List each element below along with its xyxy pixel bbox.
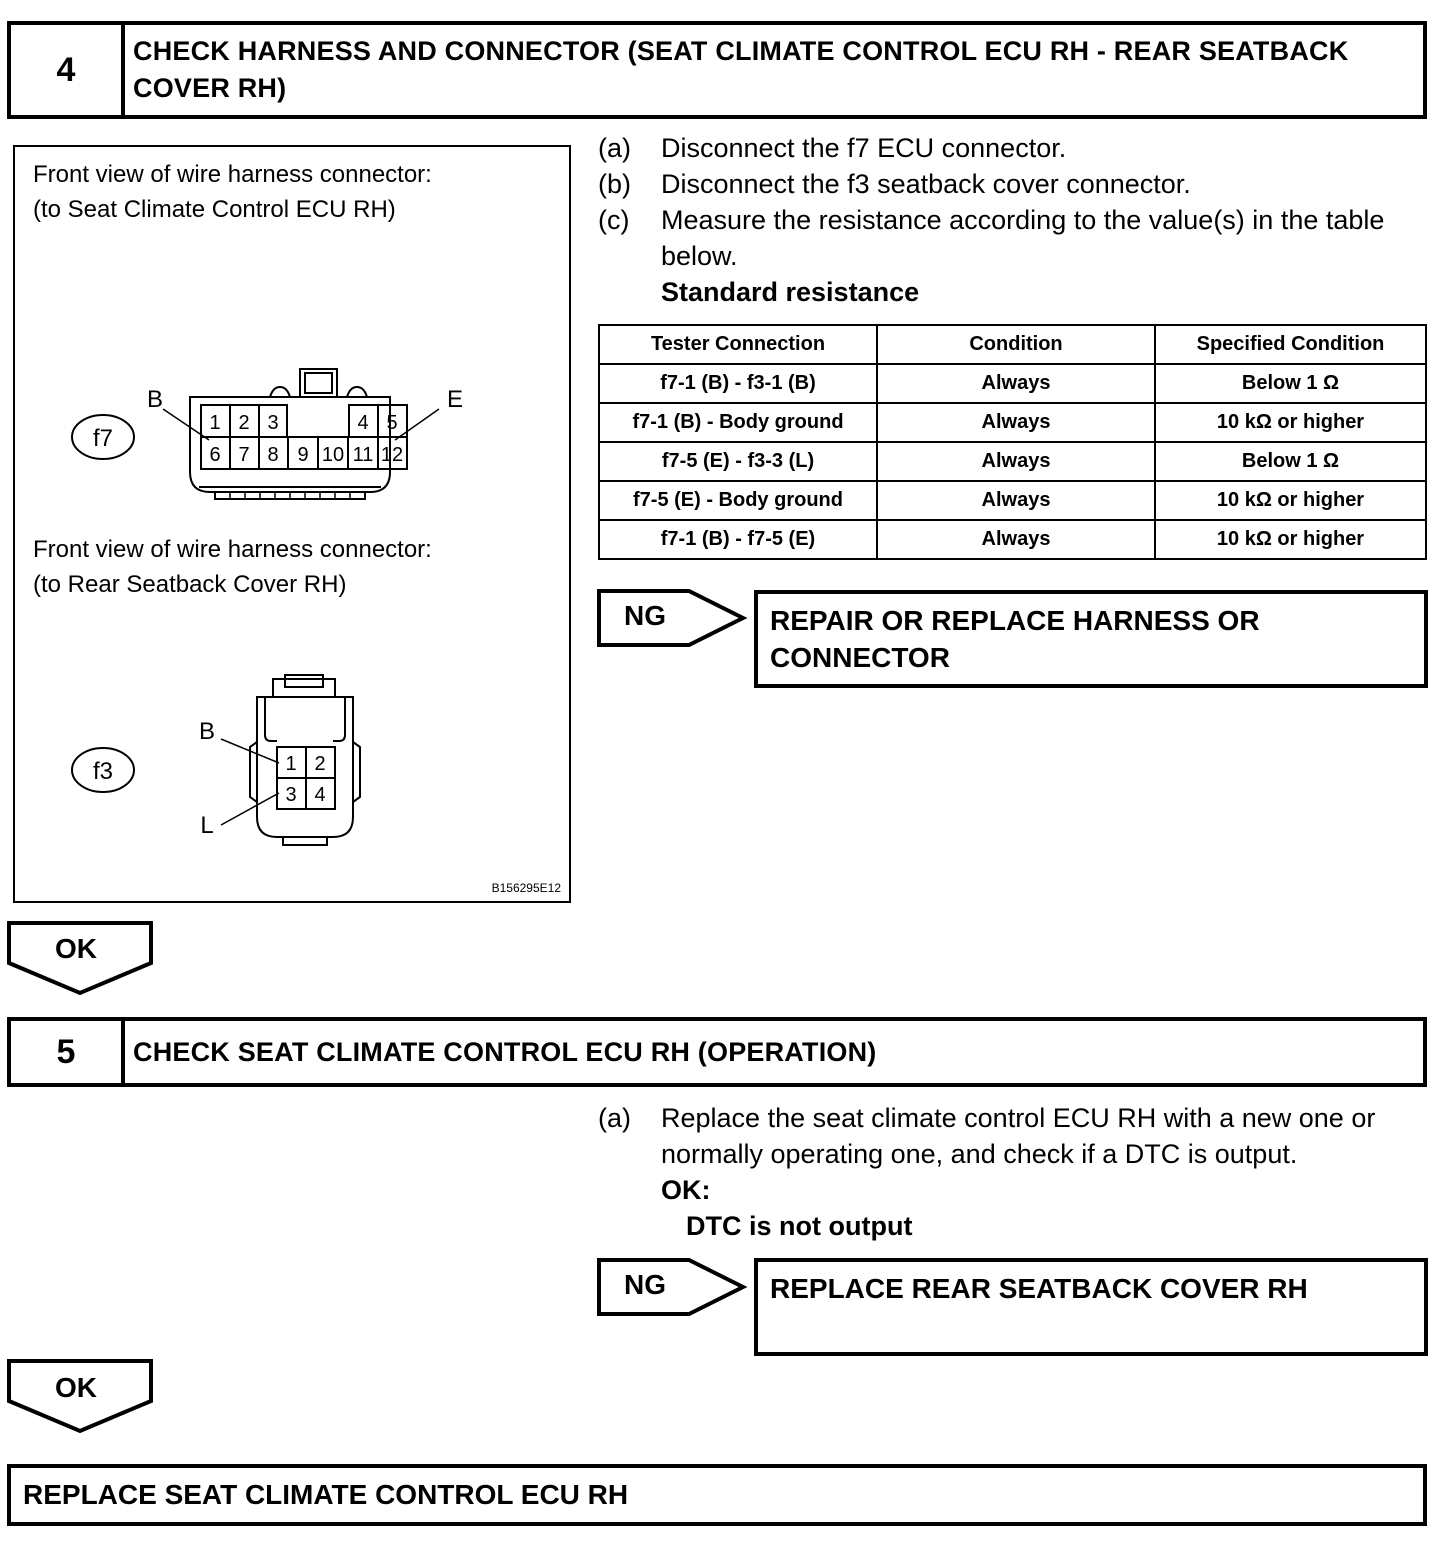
pin-12: 12: [380, 444, 404, 466]
ng-arrow-1: [597, 589, 749, 647]
table-cell: Always: [877, 481, 1155, 520]
label-e: E: [446, 386, 464, 413]
pin-7: 7: [238, 444, 250, 466]
table-cell: 10 kΩ or higher: [1155, 403, 1426, 442]
caption-line: (to Seat Climate Control ECU RH): [33, 196, 396, 223]
ng-label-1: NG: [624, 600, 666, 631]
connector-f7-diagram: [15, 347, 569, 507]
table-cell: Always: [877, 364, 1155, 403]
step-5-instructions: [598, 1100, 1428, 1244]
ok-spec-value-row: [598, 1208, 1428, 1244]
instruction-letter: (a): [598, 1103, 631, 1133]
ok-label-1: OK: [55, 933, 97, 964]
table-cell: f7-5 (E) - Body ground: [599, 481, 877, 520]
instruction-letter: (b): [598, 169, 631, 199]
table-row: [599, 364, 1426, 403]
table-row: [599, 403, 1426, 442]
instruction-item: [598, 166, 1428, 202]
table-cell: Below 1 Ω: [1155, 442, 1426, 481]
ng-arrow-2: [597, 1258, 749, 1316]
instruction-text: Replace the seat climate control ECU RH with a new one or normally operating one, and check if a DTC is output.: [661, 1103, 1376, 1169]
ok-label-2: OK: [55, 1372, 97, 1403]
table-cell: Always: [877, 403, 1155, 442]
pin-11: 11: [352, 444, 374, 466]
label-b: B: [146, 386, 164, 413]
final-action: REPLACE SEAT CLIMATE CONTROL ECU RH: [7, 1464, 1427, 1526]
connector-figure: [13, 145, 571, 903]
label-b: B: [198, 718, 216, 745]
pin-4: 4: [357, 412, 369, 434]
table-cell: f7-1 (B) - f7-5 (E): [599, 520, 877, 559]
table-cell: 10 kΩ or higher: [1155, 520, 1426, 559]
caption-line: Front view of wire harness connector:: [33, 161, 432, 188]
pin-1: 1: [209, 412, 221, 434]
standard-resistance-label: Standard resistance: [661, 277, 920, 307]
figure-caption-f7: [33, 157, 432, 227]
pin-1: 1: [285, 753, 297, 775]
table-row: [599, 520, 1426, 559]
pin-6: 6: [209, 444, 221, 466]
step-5-header: [7, 1017, 1427, 1087]
ng-label-2: NG: [624, 1269, 666, 1300]
ok-spec-row: [598, 1172, 1428, 1208]
pin-2: 2: [314, 753, 326, 775]
table-cell: f7-1 (B) - f3-1 (B): [599, 364, 877, 403]
caption-line: (to Rear Seatback Cover RH): [33, 571, 347, 598]
instruction-text: Disconnect the f7 ECU connector.: [661, 133, 1067, 163]
table-row: [599, 442, 1426, 481]
pin-3: 3: [285, 784, 297, 806]
connector-id-f3: f3: [92, 758, 114, 785]
step-4-instructions: [598, 130, 1428, 310]
ok-spec-value: DTC is not output: [686, 1211, 913, 1241]
standard-label-row: [598, 274, 1428, 310]
instruction-letter: (a): [598, 133, 631, 163]
pin-2: 2: [238, 412, 250, 434]
table-cell: 10 kΩ or higher: [1155, 481, 1426, 520]
instruction-item: [598, 1100, 1428, 1172]
caption-line: Front view of wire harness connector:: [33, 536, 432, 563]
pin-9: 9: [297, 444, 309, 466]
pin-4: 4: [314, 784, 326, 806]
pin-8: 8: [267, 444, 279, 466]
instruction-item: [598, 202, 1428, 274]
pin-10: 10: [321, 444, 345, 466]
resistance-table-wrap: [598, 324, 1427, 560]
instruction-text: Measure the resistance according to the value(s) in the table below.: [661, 205, 1385, 271]
step-title: CHECK SEAT CLIMATE CONTROL ECU RH (OPERATION): [133, 1036, 877, 1067]
pin-3: 3: [267, 412, 279, 434]
table-cell: Always: [877, 442, 1155, 481]
figure-caption-f3: [33, 532, 432, 602]
table-cell: Always: [877, 520, 1155, 559]
connector-f3-diagram: [15, 667, 569, 847]
step-title: CHECK HARNESS AND CONNECTOR (SEAT CLIMATE CONTROL ECU RH - REAR SEATBACK COVER RH): [133, 36, 1349, 103]
table-cell: f7-1 (B) - Body ground: [599, 403, 877, 442]
pin-5: 5: [386, 412, 398, 434]
table-cell: f7-5 (E) - f3-3 (L): [599, 442, 877, 481]
table-header-row: [599, 325, 1426, 364]
label-l: L: [200, 812, 214, 839]
header-condition: Condition: [877, 325, 1155, 364]
header-tester-connection: Tester Connection: [599, 325, 877, 364]
table-row: [599, 481, 1426, 520]
resistance-table: [598, 324, 1427, 560]
step-number: 4: [11, 25, 125, 115]
instruction-letter: (c): [598, 205, 630, 235]
connector-id-f7: f7: [92, 425, 114, 452]
instruction-item: [598, 130, 1428, 166]
step-4-header: [7, 21, 1427, 119]
figure-code: B156295E12: [491, 881, 561, 895]
ok-spec-label: OK:: [661, 1175, 711, 1205]
ng-result-2: REPLACE REAR SEATBACK COVER RH: [754, 1258, 1428, 1356]
header-specified-condition: Specified Condition: [1155, 325, 1426, 364]
step-number: 5: [11, 1021, 125, 1083]
ng-result-1: REPAIR OR REPLACE HARNESS OR CONNECTOR: [754, 590, 1428, 688]
table-cell: Below 1 Ω: [1155, 364, 1426, 403]
instruction-text: Disconnect the f3 seatback cover connector.: [661, 169, 1191, 199]
